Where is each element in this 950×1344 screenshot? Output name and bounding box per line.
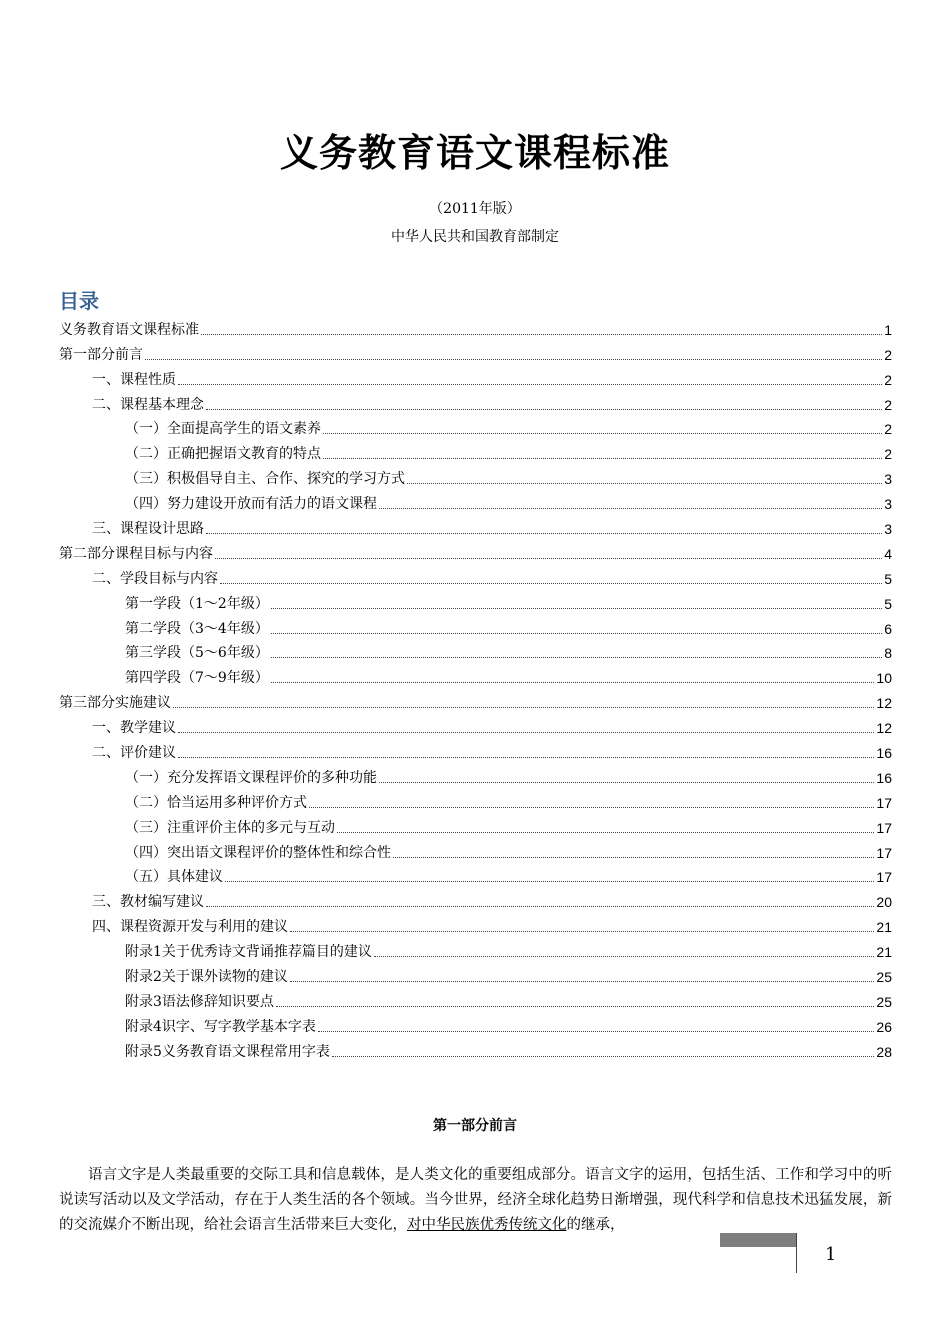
toc-leader-dots <box>220 582 882 584</box>
paragraph-tail-text: 的继承， <box>566 1217 625 1233</box>
toc-entry-page: 17 <box>876 819 892 836</box>
toc-entry-label: （一）全面提高学生的语文素养 <box>125 421 321 438</box>
section-heading: 第一部分前言 <box>433 1118 517 1134</box>
toc-leader-dots <box>178 383 882 385</box>
toc-leader-dots <box>323 457 882 459</box>
toc-entry[interactable] <box>59 862 892 887</box>
toc-entry-page: 3 <box>884 471 892 488</box>
toc-entry-page: 26 <box>876 1018 892 1035</box>
toc-entry-label: 三、教材编写建议 <box>92 894 204 911</box>
toc-entry[interactable] <box>59 737 892 762</box>
toc-entry[interactable] <box>59 314 892 339</box>
toc-leader-dots <box>332 1055 875 1057</box>
toc-entry-label: 第一部分前言 <box>59 346 143 363</box>
toc-entry-label: 二、学段目标与内容 <box>92 570 218 587</box>
toc-leader-dots <box>337 831 874 833</box>
table-of-contents <box>59 314 892 1061</box>
toc-entry[interactable] <box>59 638 892 663</box>
toc-entry-page: 3 <box>884 521 892 538</box>
toc-entry[interactable] <box>59 662 892 687</box>
toc-entry-page: 12 <box>876 720 892 737</box>
toc-entry-label: 附录3语法修辞知识要点 <box>125 993 274 1010</box>
toc-entry-label: 附录4识字、写字教学基本字表 <box>125 1018 316 1035</box>
toc-entry-page: 2 <box>884 371 892 388</box>
toc-leader-dots <box>178 731 874 733</box>
page-number-divider <box>796 1233 797 1273</box>
toc-entry-page: 21 <box>876 944 892 961</box>
toc-entry[interactable] <box>59 812 892 837</box>
toc-leader-dots <box>290 930 874 932</box>
toc-entry[interactable] <box>59 513 892 538</box>
toc-entry-page: 10 <box>876 670 892 687</box>
toc-leader-dots <box>271 656 882 658</box>
toc-entry-page: 8 <box>884 645 892 662</box>
toc-leader-dots <box>393 856 874 858</box>
toc-entry-label: 第一学段（1～2年级） <box>125 595 269 612</box>
toc-entry-page: 17 <box>876 794 892 811</box>
toc-entry-label: 附录5义务教育语文课程常用字表 <box>125 1043 330 1060</box>
toc-leader-dots <box>201 333 882 335</box>
toc-entry-label: 第三学段（5～6年级） <box>125 645 269 662</box>
toc-entry-page: 25 <box>876 993 892 1010</box>
toc-entry-page: 2 <box>884 446 892 463</box>
toc-entry-label: 附录1关于优秀诗文背诵推荐篇目的建议 <box>125 944 372 961</box>
toc-leader-dots <box>206 408 882 410</box>
toc-entry-page: 17 <box>876 844 892 861</box>
toc-entry-page: 28 <box>876 1043 892 1060</box>
toc-entry-label: （五）具体建议 <box>125 869 223 886</box>
toc-entry-label: （二）恰当运用多种评价方式 <box>125 794 307 811</box>
toc-entry[interactable] <box>59 961 892 986</box>
paragraph-underlined-text: 对中华民族优秀传统文化 <box>407 1217 567 1233</box>
toc-entry-label: （一）充分发挥语文课程评价的多种功能 <box>125 769 377 786</box>
toc-entry[interactable] <box>59 886 892 911</box>
toc-entry-label: （四）突出语文课程评价的整体性和综合性 <box>125 844 391 861</box>
toc-entry[interactable] <box>59 488 892 513</box>
toc-entry-label: 附录2关于课外读物的建议 <box>125 969 288 986</box>
toc-entry-label: 一、教学建议 <box>92 720 176 737</box>
paragraph-text: 语言文字是人类最重要的交际工具和信息载体，是人类文化的重要组成部分。语言文字的运用，包括生活、工作和学习中的听说读写活动以及文学活动，存在于人类生活的各个领域。当今世界，经济全球化趋势日渐增强，现代科学和信息技术迅猛发展，新的交流媒介不断出现，给社会语言生活带来巨大变化， <box>59 1167 892 1233</box>
toc-leader-dots <box>379 781 874 783</box>
document-edition: （2011年版） <box>429 201 521 217</box>
toc-entry-page: 2 <box>884 421 892 438</box>
toc-entry[interactable] <box>59 762 892 787</box>
toc-entry-label: 四、课程资源开发与利用的建议 <box>92 919 288 936</box>
toc-entry[interactable] <box>59 538 892 563</box>
toc-leader-dots <box>206 532 882 534</box>
toc-leader-dots <box>145 358 882 360</box>
toc-entry-page: 1 <box>884 321 892 338</box>
toc-heading: 目录 <box>59 289 99 313</box>
toc-leader-dots <box>318 1030 875 1032</box>
toc-entry[interactable] <box>59 936 892 961</box>
toc-entry[interactable] <box>59 986 892 1011</box>
toc-entry-label: （三）积极倡导自主、合作、探究的学习方式 <box>125 471 405 488</box>
toc-entry-label: 二、评价建议 <box>92 745 176 762</box>
toc-leader-dots <box>309 806 874 808</box>
toc-entry-label: 第二学段（3～4年级） <box>125 620 269 637</box>
document-title: 义务教育语文课程标准 <box>279 131 670 175</box>
toc-entry-page: 6 <box>884 620 892 637</box>
toc-entry[interactable] <box>59 588 892 613</box>
toc-entry-label: 第三部分实施建议 <box>59 695 171 712</box>
toc-entry-page: 3 <box>884 496 892 513</box>
page-number: 1 <box>825 1244 837 1265</box>
toc-leader-dots <box>271 632 882 634</box>
toc-leader-dots <box>379 507 882 509</box>
toc-entry[interactable] <box>59 389 892 414</box>
toc-entry[interactable] <box>59 463 892 488</box>
toc-leader-dots <box>215 557 882 559</box>
toc-leader-dots <box>407 482 882 484</box>
toc-entry[interactable] <box>59 1036 892 1061</box>
toc-entry-page: 21 <box>876 919 892 936</box>
toc-entry-page: 12 <box>876 695 892 712</box>
toc-leader-dots <box>290 980 875 982</box>
toc-entry-page: 20 <box>876 894 892 911</box>
document-issuer: 中华人民共和国教育部制定 <box>391 229 559 245</box>
toc-leader-dots <box>225 880 874 882</box>
toc-entry-label: （二）正确把握语文教育的特点 <box>125 446 321 463</box>
toc-entry-page: 25 <box>876 969 892 986</box>
toc-entry-label: （四）努力建设开放而有活力的语文课程 <box>125 496 377 513</box>
toc-leader-dots <box>271 607 882 609</box>
toc-leader-dots <box>271 681 875 683</box>
toc-entry-label: 义务教育语文课程标准 <box>59 321 199 338</box>
toc-entry[interactable] <box>59 787 892 812</box>
toc-entry[interactable] <box>59 1011 892 1036</box>
toc-entry[interactable] <box>59 339 892 364</box>
toc-entry-page: 4 <box>884 545 892 562</box>
toc-entry-page: 16 <box>876 769 892 786</box>
toc-leader-dots <box>374 955 875 957</box>
toc-entry-label: 第四学段（7～9年级） <box>125 670 269 687</box>
toc-leader-dots <box>173 706 874 708</box>
toc-leader-dots <box>206 905 874 907</box>
toc-leader-dots <box>178 756 874 758</box>
toc-entry[interactable] <box>59 364 892 389</box>
toc-entry-label: 一、课程性质 <box>92 371 176 388</box>
toc-entry-page: 5 <box>884 595 892 612</box>
body-paragraph <box>59 1163 892 1238</box>
toc-entry-label: 二、课程基本理念 <box>92 396 204 413</box>
toc-entry[interactable] <box>59 563 892 588</box>
toc-entry-label: （三）注重评价主体的多元与互动 <box>125 819 335 836</box>
toc-leader-dots <box>276 1005 875 1007</box>
toc-entry[interactable] <box>59 911 892 936</box>
page-number-bar <box>720 1233 796 1247</box>
toc-entry-label: 第二部分课程目标与内容 <box>59 545 213 562</box>
toc-leader-dots <box>323 432 882 434</box>
toc-entry-page: 5 <box>884 570 892 587</box>
toc-entry[interactable] <box>59 837 892 862</box>
toc-entry[interactable] <box>59 414 892 439</box>
toc-entry[interactable] <box>59 712 892 737</box>
toc-entry-label: 三、课程设计思路 <box>92 521 204 538</box>
toc-entry[interactable] <box>59 687 892 712</box>
toc-entry[interactable] <box>59 613 892 638</box>
toc-entry[interactable] <box>59 438 892 463</box>
toc-entry-page: 16 <box>876 745 892 762</box>
toc-entry-page: 17 <box>876 869 892 886</box>
toc-entry-page: 2 <box>884 346 892 363</box>
toc-entry-page: 2 <box>884 396 892 413</box>
